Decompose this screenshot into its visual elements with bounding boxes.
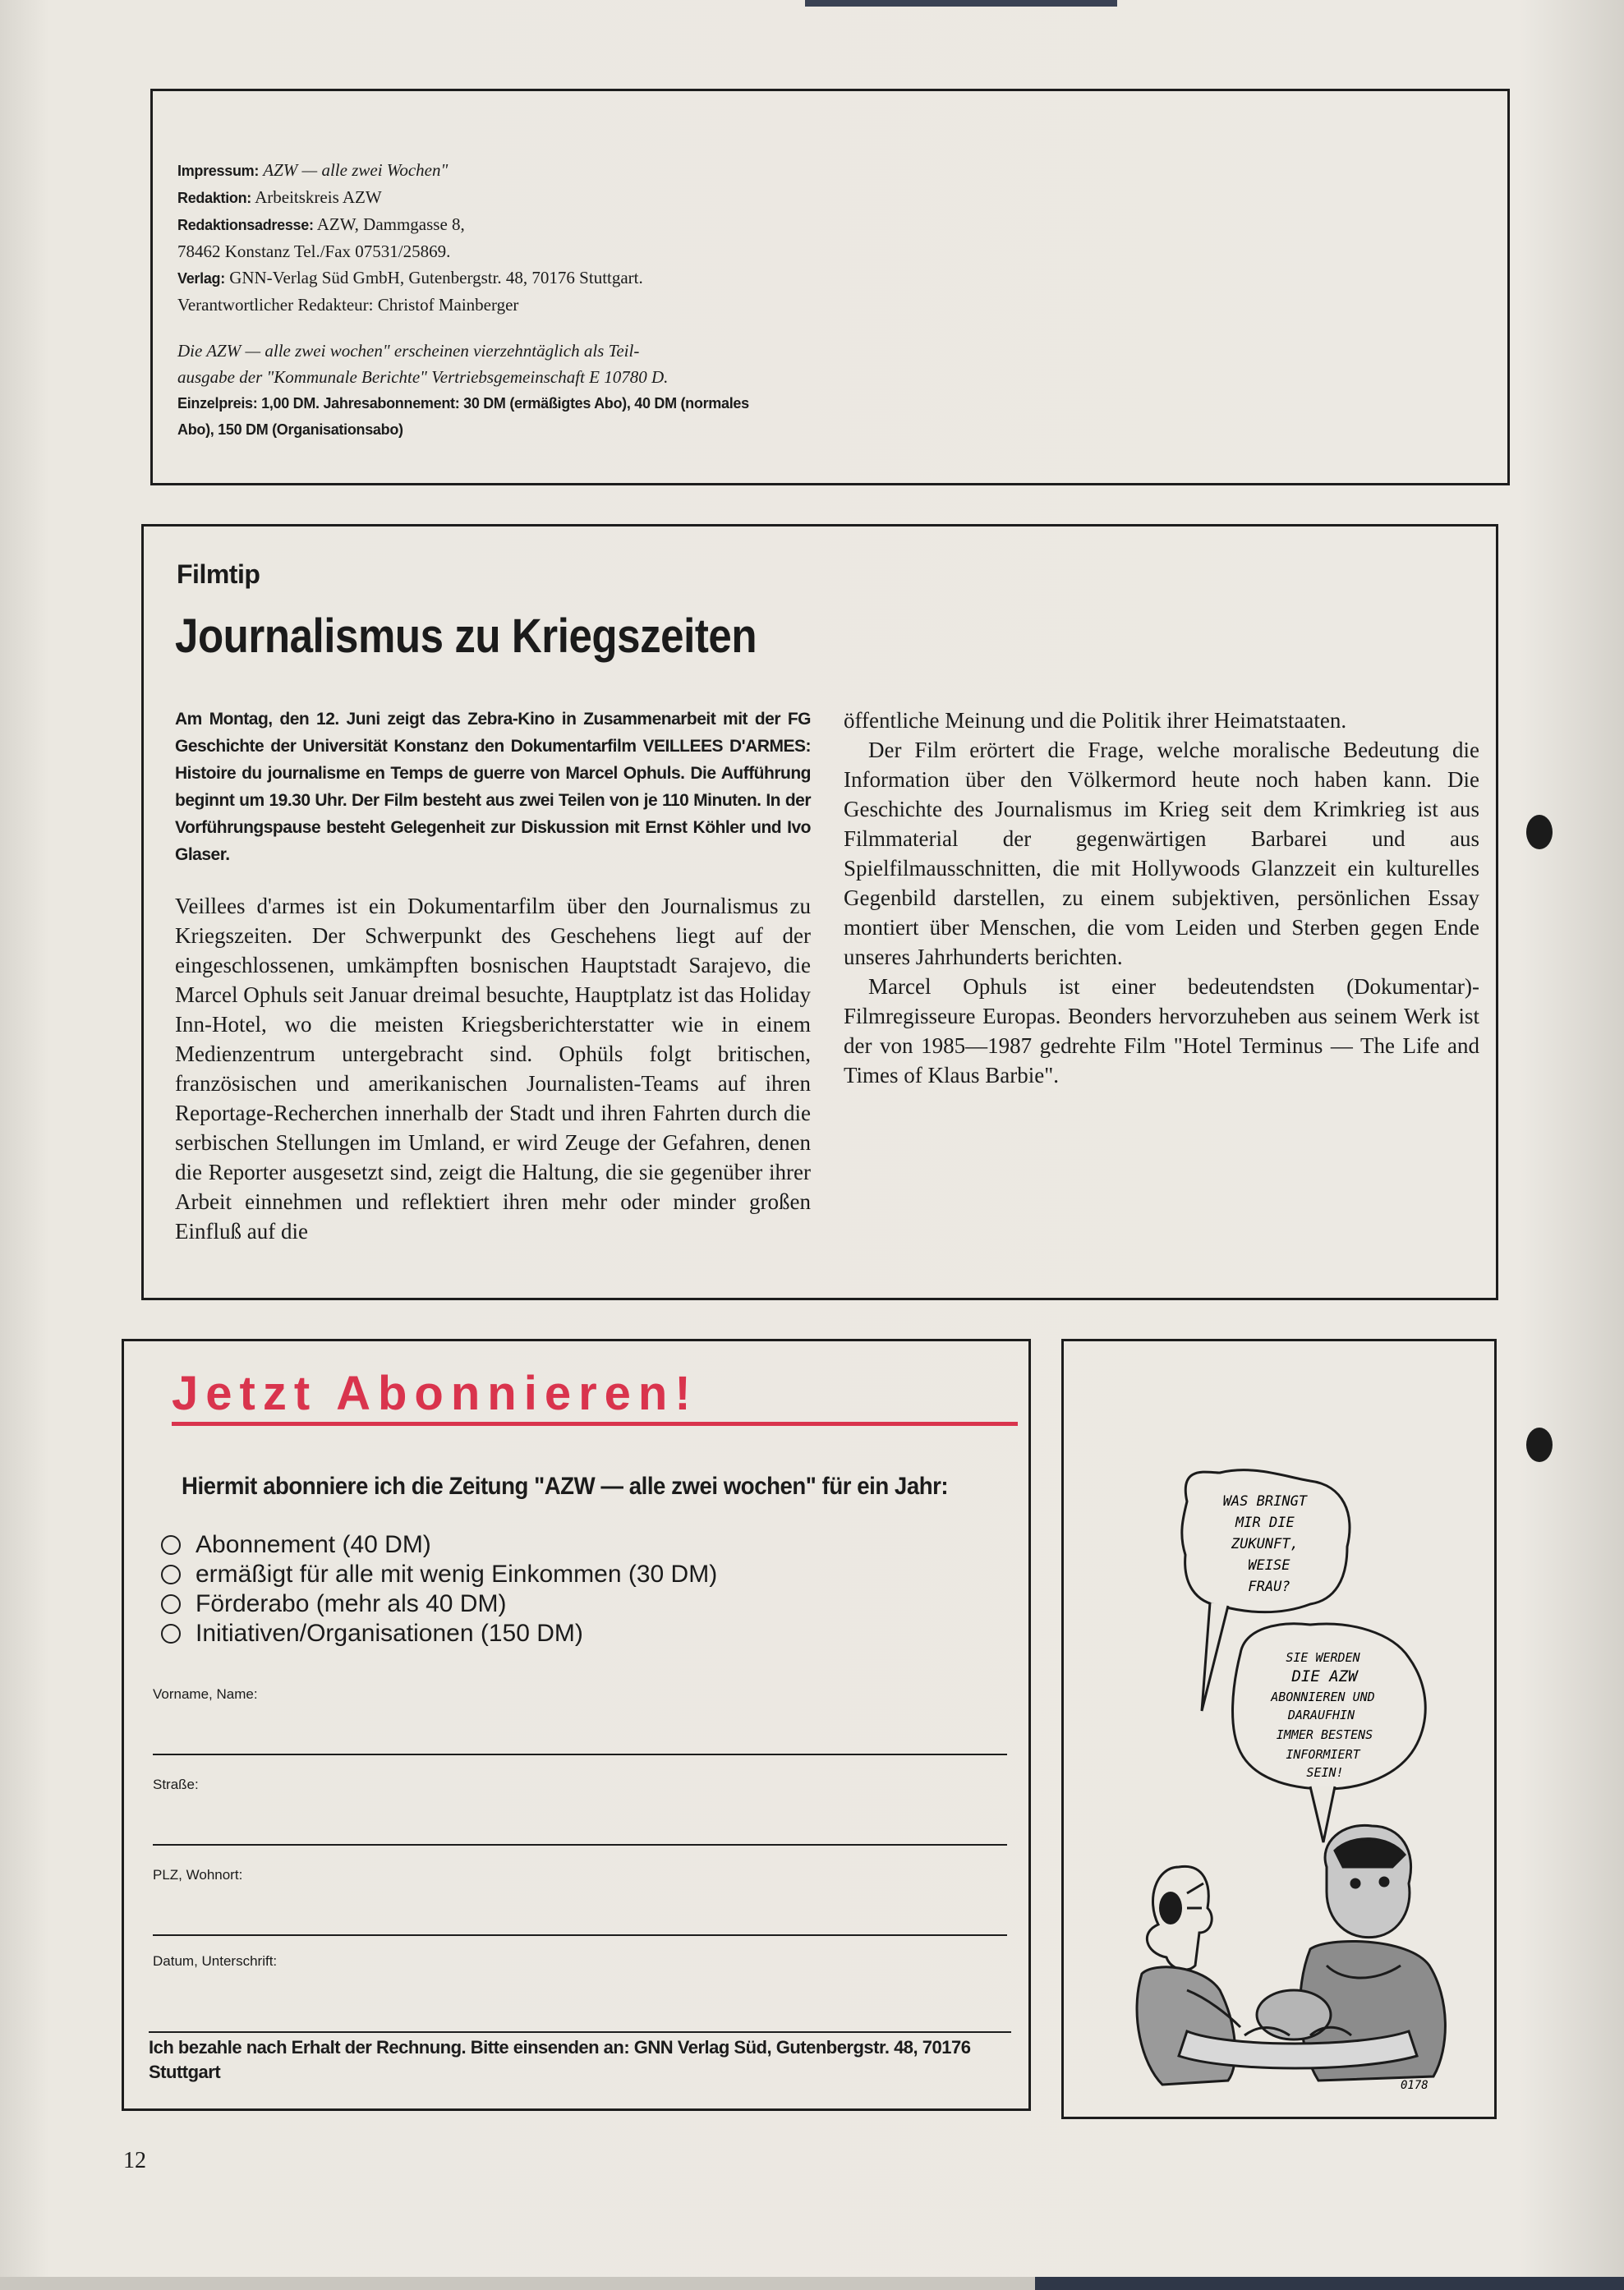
field-line[interactable] bbox=[153, 1844, 1007, 1846]
article-paragraph: öffentliche Meinung und die Politik ihrer Heimatstaaten. bbox=[844, 708, 1347, 733]
impressum-title: AZW — alle zwei Wochen" bbox=[263, 160, 449, 180]
option-ermaessigt[interactable]: ermäßigt für alle mit wenig Einkommen (30 DM) bbox=[161, 1560, 717, 1589]
option-abonnement[interactable]: Abonnement (40 DM) bbox=[161, 1530, 717, 1560]
article-paragraph: Veillees d'armes ist ein Dokumentarfilm über den Journalismus zu Kriegszeiten. Der Schwerpunkt des Geschehens liegt auf der eingeschlossenen, umkämpften bosnischen Hauptstadt Sarajevo, die Marcel Ophuls seit Januar dreimal besuchte, Hauptplatz ist das Holiday Inn-Hotel, wo die meisten Kriegsberichterstatter wie in einem Medienzentrum untergebracht sind. Ophüls folgt britischen, französischen und amerikanischen Journalisten-Teams auf ihren Reportage-Recherchen innerhalb der Stadt und ihren Fahrten durch die serbischen Stellungen im Umland, er wird Zeuge der Gefahren, denen die Reporter ausgesetzt sind, zeigt die Haltung, die sie gegenüber ihrer Arbeit einnehmen und reflektiert ihren mehr oder minder großen Einfluß auf die bbox=[175, 894, 811, 1244]
impressum-text bbox=[177, 157, 818, 443]
bubble-2-text: SIE WERDEN DIE AZW ABONNIEREN UND DARAUFHIN IMMER BESTENS INFORMIERT SEIN! bbox=[1271, 1650, 1375, 1780]
article-intro: Am Montag, den 12. Juni zeigt das Zebra-Kino in Zusammenarbeit mit der FG Geschichte der Universität Konstanz den Dokumentarfilm VEILLEES D'ARMES: Histoire du journalisme en Temps de guerre von Marcel Ophuls. Die Aufführung beginnt um 19.30 Uhr. Der Film besteht aus zwei Teilen von je 110 Minuten. In der Vorführungspause besteht Gelegenheit zur Diskussion mit Ernst Köhler und Ivo Glaser. bbox=[175, 710, 811, 864]
radio-circle-icon[interactable] bbox=[161, 1624, 181, 1644]
subscription-form bbox=[122, 1339, 1031, 2111]
page-number: 12 bbox=[123, 2148, 146, 2173]
article-paragraph: Der Film erörtert die Frage, welche moralische Bedeutung die Information über den Völkermord heute noch haben kann. Die Geschichte des Journalismus im Krieg seit dem Krimkrieg ist aus Filmmaterial der gegenwärtigen Barbarei und aus Spielfilmausschnitten, die mit Hollywoods Glanzzeit ein kulturelles Gegenbild darstellen, zu einem subjektiven, persönlichen Essay montiert über Menschen, die vom Leiden und Sterben gegen Ende unseres Jahrhunderts berichten. bbox=[844, 738, 1479, 969]
field-line[interactable] bbox=[153, 1754, 1007, 1755]
option-foerderabo[interactable]: Förderabo (mehr als 40 DM) bbox=[161, 1589, 717, 1619]
bubble-1-text: WAS BRINGT MIR DIE ZUKUNFT, WEISE FRAU? bbox=[1222, 1493, 1308, 1595]
field-label: Straße: bbox=[153, 1777, 199, 1792]
form-lead: Hiermit abonniere ich die Zeitung "AZW — alle zwei wochen" für ein Jahr: bbox=[182, 1473, 949, 1500]
cartoon-box bbox=[1061, 1339, 1497, 2119]
publication-note-1: Die AZW — alle zwei wochen" erscheinen vierzehntäglich als Teil- bbox=[177, 341, 640, 361]
bubble-2-tail bbox=[1310, 1786, 1335, 1842]
radio-circle-icon[interactable] bbox=[161, 1565, 181, 1584]
form-title: Jetzt Abonnieren! bbox=[172, 1367, 698, 1420]
artist-signature: 0178 bbox=[1401, 2079, 1428, 2092]
bottom-edge bbox=[0, 2277, 1624, 2290]
option-initiativen[interactable]: Initiativen/Organisationen (150 DM) bbox=[161, 1619, 717, 1649]
field-label: Datum, Unterschrift: bbox=[153, 1953, 278, 1969]
filmtip-box bbox=[141, 524, 1498, 1300]
footer-rule bbox=[149, 2031, 1011, 2033]
radio-circle-icon[interactable] bbox=[161, 1535, 181, 1555]
publication-note-2: ausgabe der "Kommunale Berichte" Vertriebsgemeinschaft E 10780 D. bbox=[177, 367, 669, 387]
field-label: PLZ, Wohnort: bbox=[153, 1867, 243, 1883]
address-label: Redaktionsadresse: bbox=[177, 217, 314, 233]
city-field[interactable] bbox=[153, 1867, 1007, 1883]
speech-bubble-2 bbox=[1233, 1624, 1426, 1789]
article-column-left bbox=[175, 706, 811, 1246]
article-headline: Journalismus zu Kriegszeiten bbox=[175, 609, 757, 663]
form-footer: Ich bezahle nach Erhalt der Rechnung. Bitte einsenden an: GNN Verlag Süd, Gutenbergstr. 48, 70176 Stuttgart bbox=[149, 2037, 971, 2082]
street-field[interactable] bbox=[153, 1777, 1007, 1793]
title-underline bbox=[172, 1422, 1018, 1426]
address-line-2: 78462 Konstanz Tel./Fax 07531/25869. bbox=[177, 241, 451, 261]
field-label: Vorname, Name: bbox=[153, 1686, 258, 1702]
field-line[interactable] bbox=[153, 1934, 1007, 1936]
verlag-label: Verlag: bbox=[177, 270, 225, 287]
bubble-1-tail bbox=[1202, 1603, 1228, 1711]
article-column-right bbox=[844, 706, 1479, 1090]
signature-field[interactable] bbox=[153, 1953, 1007, 1970]
address-value: AZW, Dammgasse 8, bbox=[316, 214, 465, 234]
redaktion-value: Arbeitskreis AZW bbox=[255, 187, 382, 207]
punch-hole bbox=[1526, 815, 1553, 849]
impressum-label: Impressum: bbox=[177, 163, 260, 179]
responsible-editor: Verantwortlicher Redakteur: Christof Mainberger bbox=[177, 295, 519, 315]
verlag-value: GNN-Verlag Süd GmbH, Gutenbergstr. 48, 70176 Stuttgart. bbox=[229, 268, 643, 287]
redaktion-label: Redaktion: bbox=[177, 190, 252, 206]
name-field[interactable] bbox=[153, 1686, 1007, 1703]
section-kicker: Filmtip bbox=[177, 559, 260, 589]
price-line-1: Einzelpreis: 1,00 DM. Jahresabonnement: 30 DM (ermäßigtes Abo), 40 DM (normales bbox=[177, 395, 749, 412]
cartoon-drawing bbox=[1064, 1341, 1494, 2117]
top-edge-tab bbox=[805, 0, 1117, 7]
impressum-box bbox=[150, 89, 1510, 485]
punch-hole bbox=[1526, 1428, 1553, 1462]
price-line-2: Abo), 150 DM (Organisationsabo) bbox=[177, 421, 403, 438]
article-paragraph: Marcel Ophuls ist einer bedeutendsten (Dokumentar)-Filmregisseure Europas. Beonders hervorzuheben aus seinem Werk ist der von 1985—1987 gedrehte Film "Hotel Terminus — The Life and Times of Klaus Barbie". bbox=[844, 974, 1479, 1088]
radio-circle-icon[interactable] bbox=[161, 1594, 181, 1614]
option-list bbox=[161, 1530, 717, 1649]
